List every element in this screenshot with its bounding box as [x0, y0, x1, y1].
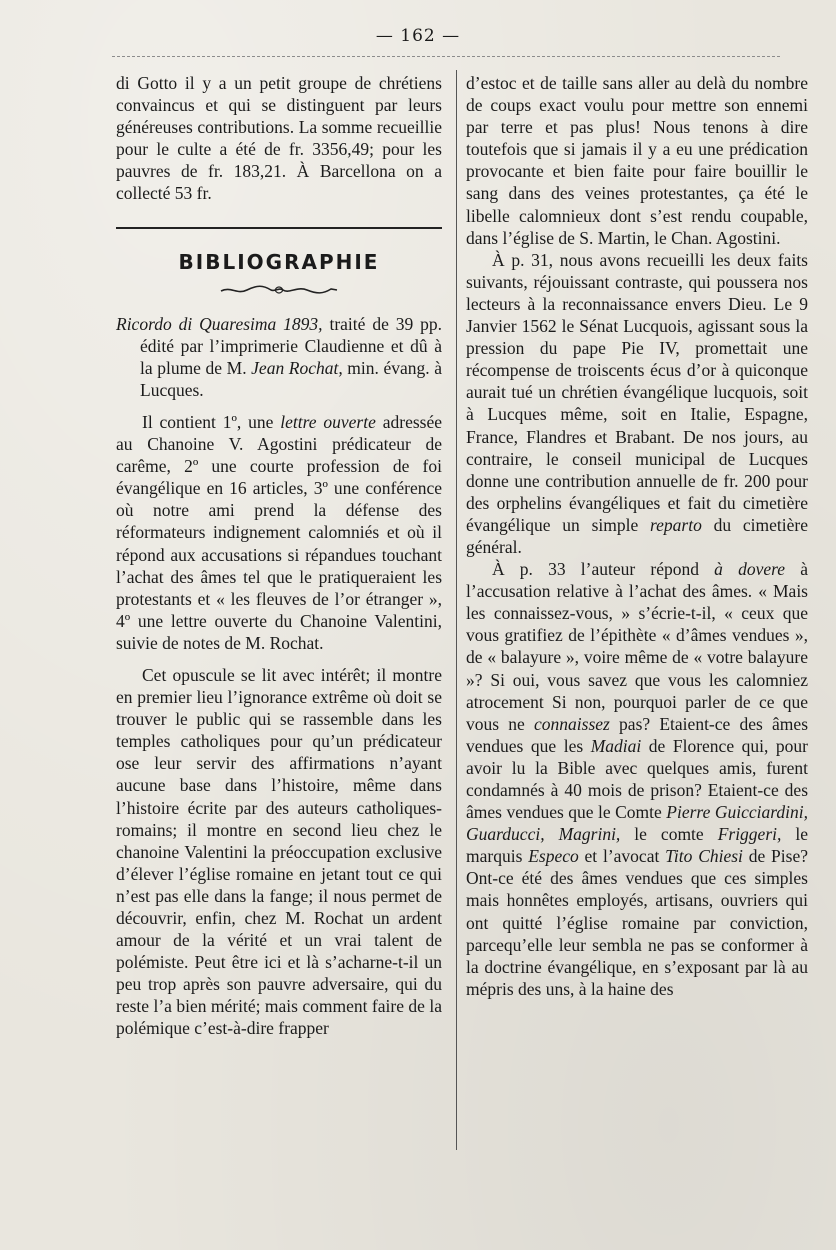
left-column — [116, 72, 442, 1040]
paragraph: À p. 33 l’auteur répond à dovere à l’accusation relative à l’achat des âmes. « Mais les connaissez-vous, » s’écrie-t-il, « ceux que vous gratifiez de l’épithète « d’âmes vendues », de « balayure », voire même de « votre balayure »? Si oui, vous savez que vous les calomniez atrocement Si non, pourquoi parler de ce que vous ne connaissez pas? Etaient-ce des âmes vendues que les Madiai de Florence qui, pour avoir lu la Bible avec quelques amis, furent condamnés à 40 mois de prison? Etaient-ce des âmes vendues que le Comte Pierre Guicciardini, Guarducci, Magrini, le comte Friggeri, le marquis Especo et l’avocat Tito Chiesi de Pise? Ont-ce été des âmes vendues que ces simples mais honnêtes employés, artisans, ouvriers qui ont quitté l’église romaine par conviction, parcequ’elle leur sembla ne pas se conformer à la doctrine évangélique, en s’exposant par là au mépris des uns, à la haine des — [466, 559, 809, 999]
section-heading: BIBLIOGRAPHIE — [178, 249, 380, 274]
bibliography-entry: Ricordo di Quaresima 1893, traité de 39 pp. édité par l’imprimerie Claudienne et dû à la plume de M. Jean Rochat, min. évang. à Lucques. — [116, 313, 443, 400]
paragraph-continuation: d’estoc et de taille sans aller au delà du nombre de coups exact voulu pour mettre son ennemi par terre et pas plus! Nous tenons à dire toutefois que si jamais il y a eu une prédication provocante et bien faite pour faire bouillir le sang dans des veines protestantes, ça été le libelle calomnieux dont s’est rendu coupable, dans l’église de S. Martin, le Chan. Agostini. — [466, 73, 808, 248]
header-rule — [112, 56, 780, 57]
book-title: Ricordo di Quaresima 1893, — [116, 313, 323, 334]
paragraph: À p. 31, nous avons recueilli les deux faits suivants, réjouissant contraste, qui poussera nos lecteurs à la reconnaissance envers Dieu. Le 9 Janvier 1562 le Sénat Lucquois, agissant sous la pression du pape Pie IV, promettait une récompense de troiscents écus d’or à quiconque aurait tué un chrétien évangélique lucquois, soit à Lucques même, soit en Italie, Espagne, France, Flandres et Brabant. De nos jours, au contraire, le conseil municipal de Lucques donne une contribution annuelle de fr. 200 pour des orphelins évangéliques et fait du cimetière évangélique un simple reparto du cimetière général. — [466, 249, 808, 557]
paragraph: Cet opuscule se lit avec intérêt; il montre en premier lieu l’ignorance extrême où doit se trouver le public qui se rassemble dans les temples catholiques pour qu’un prédicateur ose leur servir des affirmations n’ayant aucune base dans l’histoire, même dans l’histoire écrite par des auteurs catholiques-romains; il montre en second lieu chez le chanoine Valentini la préoccupation exclusive d’élever l’église romaine en jetant tout ce qui n’est pas elle dans la fange; il nous permet de découvrir, enfin, chez M. Rochat un ardent amour de la vérité et un vrai talent de polémiste. Peut être ici et là s’acharne-t-il un peu trop après son pauvre adversaire, qui du reste l’a bien mérité; mais comment faire de la polémique c’est-à-dire frapper — [116, 664, 442, 1039]
page-number: — 162 — — [375, 26, 461, 46]
column-divider — [456, 70, 457, 1150]
ornament-flourish-icon — [219, 283, 339, 297]
paragraph-continuation: di Gotto il y a un petit groupe de chrétiens convaincus et qui se distinguent par leurs généreuses contributions. La somme recueillie pour le culte a été de fr. 3356,49; pour les pauvres de fr. 183,21. À Barcellona on a collecté 53 fr. — [116, 73, 442, 204]
section-rule — [116, 227, 442, 229]
paragraph: Il contient 1º, une lettre ouverte adressée au Chanoine V. Agostini prédicateur de carême, 2º une courte profession de foi évangélique en 16 articles, 3º une conférence où notre ami prend la défense des réformateurs indignement calomniés et où il répond aux accusations si répandues touchant l’achat des âmes tel que le pratiqueraient les protestants et « les fleuves de l’or étranger », 4º une lettre ouverte du Chanoine Valentini, suivie de notes de M. Rochat. — [116, 411, 442, 653]
right-column — [466, 72, 808, 1000]
book-author: Jean Rochat, — [251, 357, 343, 378]
